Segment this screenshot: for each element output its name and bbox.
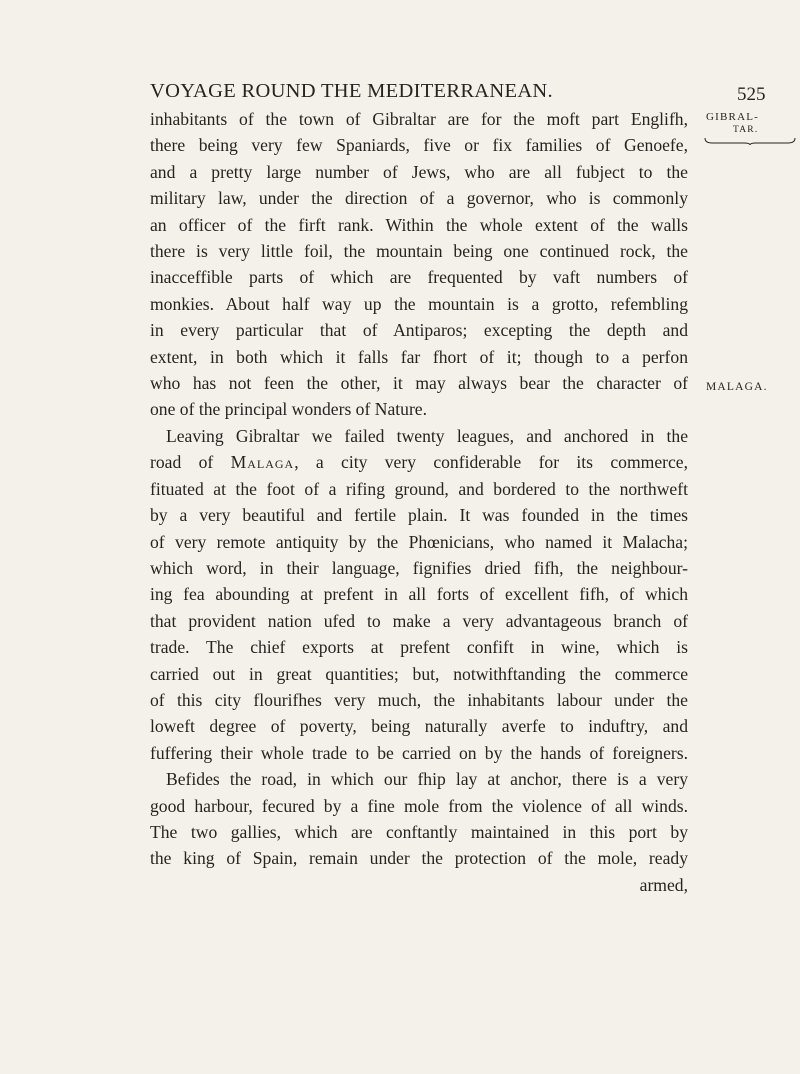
text-line: carried out in great quantities; but, notwithftanding the commerce bbox=[150, 663, 688, 684]
text-line: of this city flourifhes very much, the inhabitants labour under the bbox=[150, 689, 688, 710]
text-line: and a pretty large number of Jews, who are all fubject to the bbox=[150, 161, 688, 182]
page-number: 525 bbox=[737, 84, 766, 105]
text-line: Leaving Gibraltar we failed twenty leagues, and anchored in the bbox=[166, 425, 688, 446]
text-line: in every particular that of Antiparos; excepting the depth and bbox=[150, 320, 688, 341]
catchword: armed, bbox=[639, 874, 688, 895]
text-line: extent, in both which it falls far fhort of it; though to a perfon bbox=[150, 346, 688, 367]
text-line: of very remote antiquity by the Phœnicians, who named it Malacha; bbox=[150, 531, 688, 552]
text-line: inhabitants of the town of Gibraltar are for the moft part Englifh, bbox=[150, 109, 688, 129]
text-line: fuffering their whole trade to be carried on by the hands of foreigners. bbox=[150, 742, 688, 763]
text-line: good harbour, fecured by a fine mole from the violence of all winds. bbox=[150, 795, 688, 816]
text-line-malaga bbox=[150, 449, 688, 475]
malaga-word: Malaga bbox=[230, 452, 295, 473]
margin-note-gibraltar: GIBRAL- bbox=[706, 111, 760, 123]
text-line: there being very few Spaniards, five or fix families of Genoefe, bbox=[150, 135, 688, 156]
text-line: one of the principal wonders of Nature. bbox=[150, 399, 428, 420]
text-line: monkies. About half way up the mountain is a grotto, refembling bbox=[150, 293, 688, 314]
text-line: the king of Spain, remain under the protection of the mole, ready bbox=[150, 848, 688, 869]
brace-icon bbox=[704, 137, 796, 145]
text-line: which word, in their language, fignifies dried fifh, the neighbour- bbox=[150, 557, 688, 578]
text-line: trade. The chief exports at prefent confift in wine, which is bbox=[150, 637, 688, 658]
line-start: road of bbox=[150, 452, 231, 473]
line-rest: , a city very confiderable for its commerce, bbox=[294, 452, 688, 473]
text-line: that provident nation ufed to make a very advantageous branch of bbox=[150, 610, 688, 631]
body-text bbox=[150, 106, 688, 898]
text-line: fituated at the foot of a rifing ground, and bordered to the northweft bbox=[150, 478, 688, 499]
text-line: The two gallies, which are conftantly maintained in this port by bbox=[150, 821, 688, 842]
text-line: by a very beautiful and fertile plain. It was founded in the times bbox=[150, 505, 688, 526]
text-line: an officer of the firft rank. Within the whole extent of the walls bbox=[150, 214, 688, 235]
text-line: Befides the road, in which our fhip lay at anchor, there is a very bbox=[166, 769, 688, 790]
text-line: inacceffible parts of which are frequented by vaft numbers of bbox=[150, 267, 688, 288]
text-line: loweft degree of poverty, being naturally averfe to induftry, and bbox=[150, 716, 688, 737]
text-line: military law, under the direction of a governor, who is commonly bbox=[150, 188, 688, 209]
running-title: VOYAGE ROUND THE MEDITERRANEAN. bbox=[150, 80, 553, 102]
text-line: ing fea abounding at prefent in all forts of excellent fifh, of which bbox=[150, 584, 688, 605]
text-line: there is very little foil, the mountain being one continued rock, the bbox=[150, 241, 688, 262]
margin-note-malaga: MALAGA. bbox=[706, 381, 768, 393]
margin-note-gibraltar-cont: TAR. bbox=[733, 125, 759, 135]
text-line: who has not feen the other, it may always bear the character of bbox=[150, 373, 688, 394]
